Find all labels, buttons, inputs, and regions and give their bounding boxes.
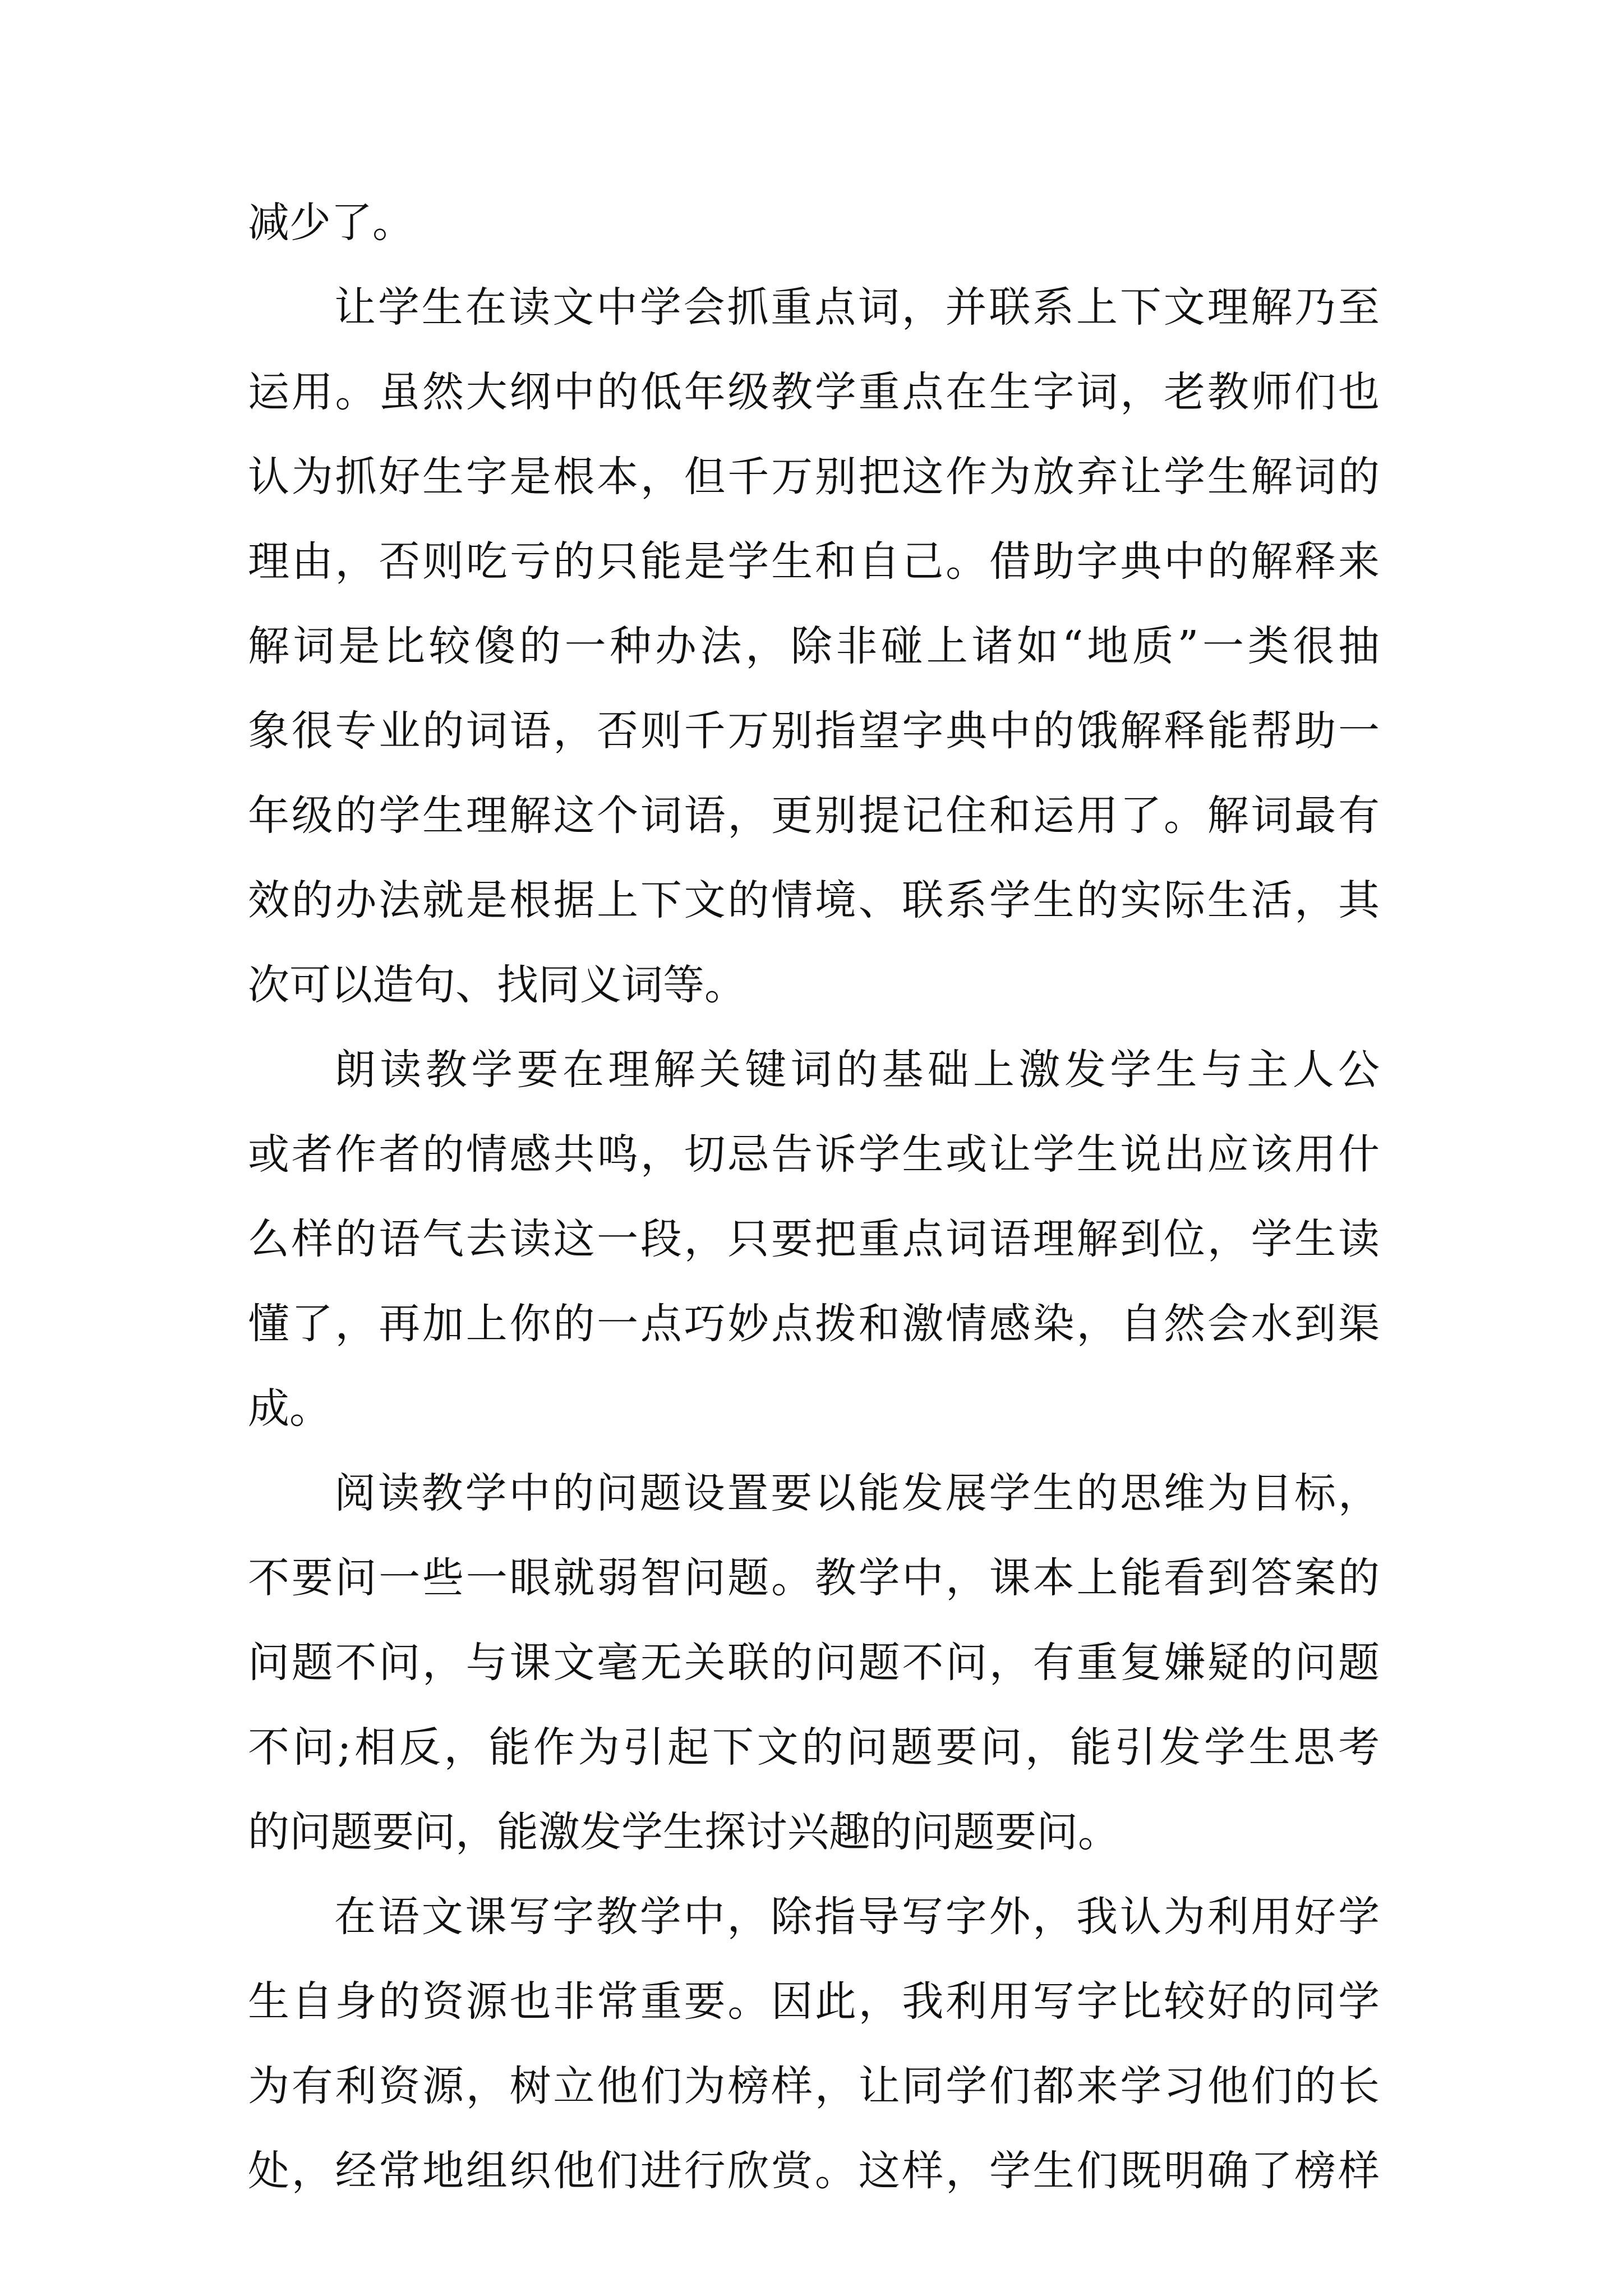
text-line: 象很专业的词语，否则千万别指望字典中的饿解释能帮助一	[248, 707, 1380, 755]
text-line: 成。	[248, 1384, 331, 1433]
text-line: 运用。虽然大纲中的低年级教学重点在生字词，老教师们也	[248, 368, 1380, 416]
text-line: 处，经常地组织他们进行欣赏。这样，学生们既明确了榜样	[248, 2147, 1380, 2195]
text-line: 的问题要问，能激发学生探讨兴趣的问题要问。	[248, 1808, 1119, 1856]
text-line: 生自身的资源也非常重要。因此，我利用写字比较好的同学	[248, 1977, 1380, 2026]
text-line: 为有利资源，树立他们为榜样，让同学们都来学习他们的长	[248, 2062, 1380, 2110]
text-line: 认为抓好生字是根本，但千万别把这作为放弃让学生解词的	[248, 453, 1380, 501]
text-line: 或者作者的情感共鸣，切忌告诉学生或让学生说出应该用什	[248, 1130, 1380, 1179]
text-line: 问题不问，与课文毫无关联的问题不问，有重复嫌疑的问题	[248, 1639, 1380, 1687]
text-line: 效的办法就是根据上下文的情境、联系学生的实际生活，其	[248, 876, 1380, 924]
text-line: 阅读教学中的问题设置要以能发展学生的思维为目标，	[334, 1469, 1380, 1517]
text-line: 减少了。	[248, 199, 414, 247]
text-line: 年级的学生理解这个词语，更别提记住和运用了。解词最有	[248, 792, 1380, 840]
text-line: 次可以造句、找同义词等。	[248, 961, 746, 1009]
text-line: 朗读教学要在理解关键词的基础上激发学生与主人公	[334, 1046, 1380, 1094]
text-line: 让学生在读文中学会抓重点词，并联系上下文理解乃至	[334, 283, 1380, 332]
text-line: 懂了，再加上你的一点巧妙点拨和激情感染，自然会水到渠	[248, 1300, 1380, 1348]
text-line: 在语文课写字教学中，除指导写字外，我认为利用好学	[334, 1893, 1380, 1941]
text-line: 么样的语气去读这一段，只要把重点词语理解到位，学生读	[248, 1215, 1380, 1263]
text-line: 不问;相反，能作为引起下文的问题要问，能引发学生思考	[248, 1723, 1380, 1772]
text-line: 解词是比较傻的一种办法，除非碰上诸如“地质”一类很抽	[248, 622, 1380, 670]
text-line: 理由，否则吃亏的只能是学生和自己。借助字典中的解释来	[248, 537, 1380, 586]
text-line: 不要问一些一眼就弱智问题。教学中，课本上能看到答案的	[248, 1554, 1380, 1602]
